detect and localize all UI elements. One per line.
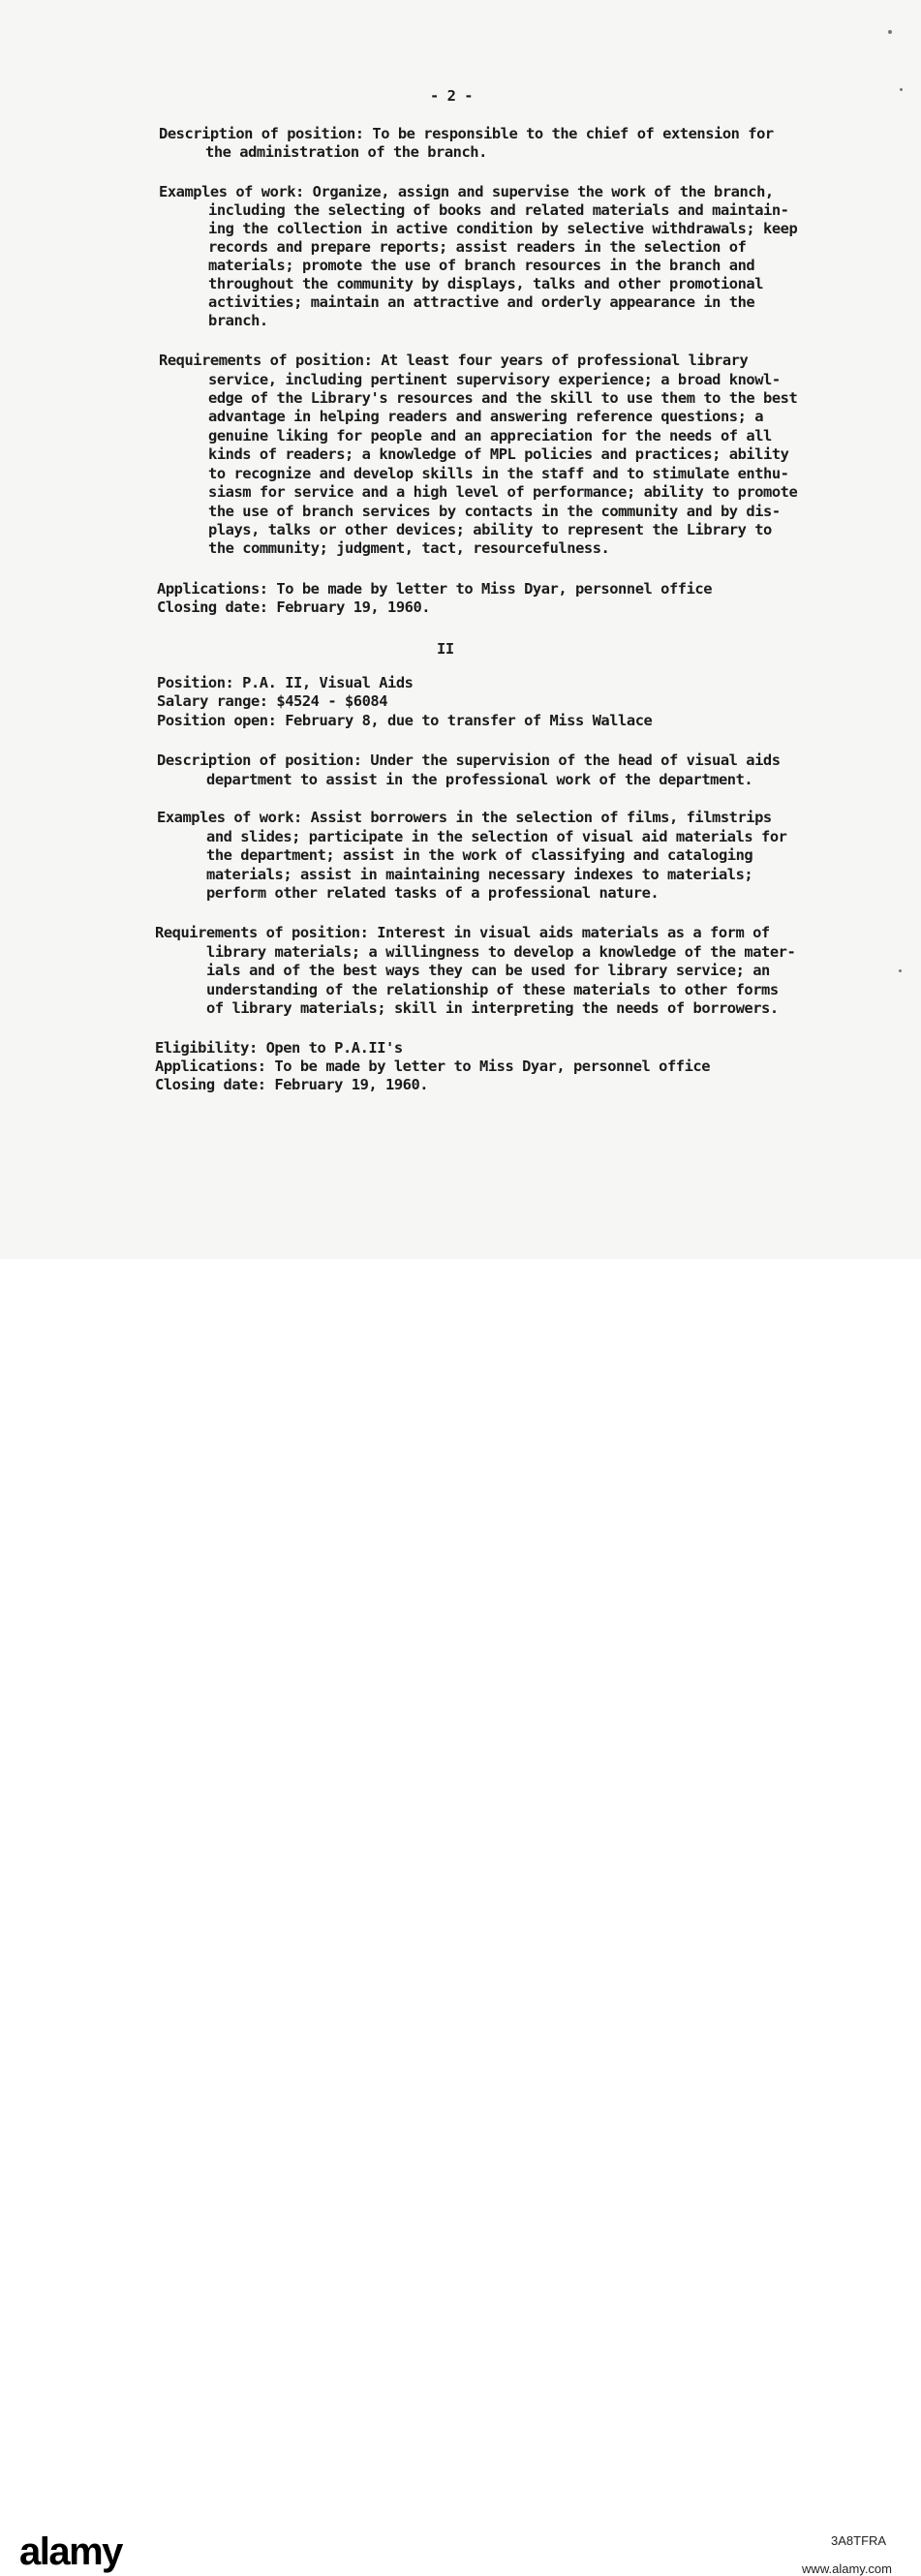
image-id: 3A8TFRA xyxy=(831,2533,887,2548)
text-line: Applications: To be made by letter to Miss Dyar, personnel office xyxy=(155,1058,711,1075)
text-line: records and prepare reports; assist readers in the selection of xyxy=(208,238,747,256)
text-line: the administration of the branch. xyxy=(205,143,487,161)
text-line: throughout the community by displays, talks and other promotional xyxy=(208,275,764,292)
text-line: Description of position: To be responsible to the chief of extension for xyxy=(159,125,774,142)
text-line: Description of position: Under the supervision of the head of visual aids xyxy=(157,751,781,769)
text-line: Salary range: $4524 - $6084 xyxy=(157,692,388,710)
page-number: - 2 - xyxy=(430,87,474,105)
text-line: ials and of the best ways they can be used for library service; an xyxy=(206,962,770,979)
site-url: www.alamy.com xyxy=(802,2561,892,2576)
text-line: Position open: February 8, due to transfer of Miss Wallace xyxy=(157,712,653,729)
text-line: service, including pertinent supervisory experience; a broad knowl- xyxy=(208,371,781,388)
text-line: Examples of work: Organize, assign and supervise the work of the branch, xyxy=(159,183,774,200)
text-line: siasm for service and a high level of performance; ability to promote xyxy=(208,483,798,501)
text-line: advantage in helping readers and answering reference questions; a xyxy=(208,408,764,425)
text-line: Closing date: February 19, 1960. xyxy=(155,1076,429,1093)
text-line: ing the collection in active condition by selective withdrawals; keep xyxy=(208,220,798,237)
watermark-banner xyxy=(0,1259,921,2576)
text-line: to recognize and develop skills in the staff and to stimulate enthu- xyxy=(208,465,789,482)
text-line: plays, talks or other devices; ability to represent the Library to xyxy=(208,521,772,538)
text-line: Applications: To be made by letter to Miss Dyar, personnel office xyxy=(157,580,713,598)
section-numeral: II xyxy=(437,640,454,658)
text-line: understanding of the relationship of these materials to other forms xyxy=(206,981,779,998)
text-line: genuine liking for people and an appreciation for the needs of all xyxy=(208,427,772,445)
text-line: the community; judgment, tact, resourcefulness. xyxy=(208,539,610,557)
text-line: Examples of work: Assist borrowers in the selection of films, filmstrips xyxy=(157,809,772,826)
text-line: activities; maintain an attractive and orderly appearance in the xyxy=(208,293,755,311)
text-line: the department; assist in the work of classifying and cataloging xyxy=(206,846,753,864)
text-line: materials; assist in maintaining necessary indexes to materials; xyxy=(206,866,753,883)
text-line: edge of the Library's resources and the skill to use them to the best xyxy=(208,389,798,407)
scanned-page xyxy=(0,0,921,1259)
text-line: perform other related tasks of a professional nature. xyxy=(206,884,660,902)
text-line: Requirements of position: Interest in visual aids materials as a form of xyxy=(155,924,770,941)
text-line: and slides; participate in the selection of visual aid materials for xyxy=(206,828,787,845)
alamy-logo: alamy xyxy=(19,2530,122,2573)
text-line: kinds of readers; a knowledge of MPL policies and practices; ability xyxy=(208,445,789,463)
text-line: Eligibility: Open to P.A.II's xyxy=(155,1039,403,1057)
text-line: Requirements of position: At least four years of professional library xyxy=(159,352,749,369)
text-line: materials; promote the use of branch resources in the branch and xyxy=(208,257,755,274)
text-line: of library materials; skill in interpreting the needs of borrowers. xyxy=(206,999,779,1017)
text-line: Closing date: February 19, 1960. xyxy=(157,598,431,616)
text-line: Position: P.A. II, Visual Aids xyxy=(157,674,414,691)
text-line: branch. xyxy=(208,312,268,329)
text-line: including the selecting of books and related materials and maintain- xyxy=(208,201,789,219)
text-line: library materials; a willingness to develop a knowledge of the mater- xyxy=(206,943,796,961)
text-line: the use of branch services by contacts in the community and by dis- xyxy=(208,503,781,520)
memo-text xyxy=(0,0,921,1259)
text-line: department to assist in the professional work of the department. xyxy=(206,771,753,788)
